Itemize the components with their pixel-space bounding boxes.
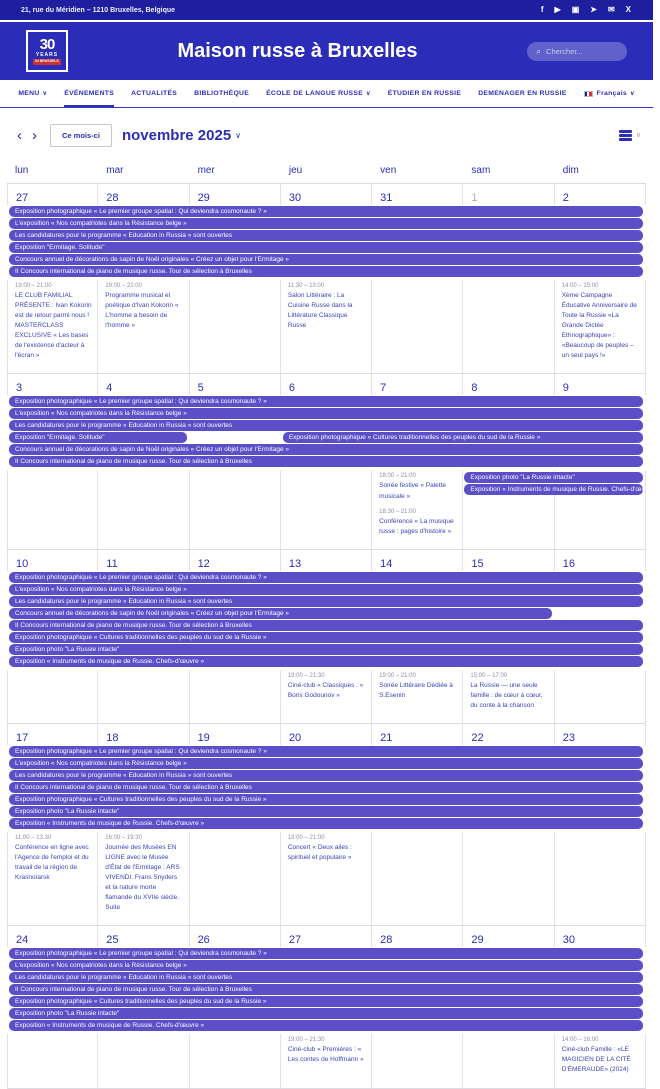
nav-item-label: ÉTUDIER EN RUSSIE [387, 90, 462, 97]
calendar-week [7, 549, 646, 723]
bar-row [7, 782, 646, 794]
calendar-week [7, 183, 646, 373]
day-cell[interactable] [555, 724, 646, 745]
date-number: 23 [562, 731, 575, 744]
weekday-header-ven: ven [380, 165, 397, 176]
date-number: 11 [106, 557, 118, 570]
day-cell[interactable] [98, 724, 189, 745]
event-title: Ciné-club Famille : «LE MAGICIEN DE LA CITÉ D'ÉMERAUDE» (2024) [561, 1046, 631, 1074]
multiday-event-bar[interactable]: Exposition photographique « Le premier groupe spatial : Qui deviendra cosmonaute ? » [9, 948, 643, 959]
multiday-event-bar[interactable]: Concours annuel de décorations de sapin de Noël originales « Créez un objet pour l'Ermitage » [9, 444, 643, 455]
nav-item-label: ACTUALITÉS [131, 90, 178, 97]
date-number: 9 [562, 382, 569, 395]
event-time: 16:00 – 19:30 [105, 834, 142, 841]
day-cell-events [7, 670, 98, 723]
multiday-event-bar[interactable]: Exposition photographique « Cultures traditionnelles des peuples du sud de la Russie » [9, 794, 643, 805]
dates-row [7, 926, 646, 947]
event-title: Conférence en ligne avec l'Agence de l'emploi et du travail de la région de Krasnoïarsk [15, 843, 89, 882]
search-icon: ⌕ [536, 45, 542, 56]
event-time: 14:00 – 16:00 [561, 1037, 599, 1044]
day-cell-events [463, 670, 554, 723]
date-number: 29 [471, 934, 484, 947]
event-time: 19:00 – 21:30 [287, 1037, 325, 1044]
date-number: 21 [380, 731, 393, 744]
event-item[interactable] [288, 673, 366, 701]
date-number: 30 [562, 934, 575, 947]
day-cell[interactable] [555, 374, 646, 395]
bar-row [7, 1020, 646, 1032]
site-header [0, 22, 653, 80]
event-title: Soirée Littéraire Dédiée à S.Esenin [379, 681, 453, 699]
bar-row [7, 596, 646, 608]
date-number: 27 [288, 934, 302, 947]
french-flag-icon [584, 91, 593, 97]
nav-item-label: BIBLIOTHÈQUE [194, 90, 250, 97]
multiday-event-bar[interactable]: Exposition photographique « Le premier groupe spatial : Qui deviendra cosmonaute ? » [9, 572, 643, 583]
bar-row [7, 1008, 646, 1020]
multiday-event-bar[interactable]: Les candidatures pour le programme « Education in Russia » sont ouvertes [9, 972, 643, 983]
event-item[interactable] [288, 283, 366, 331]
date-number: 7 [380, 382, 387, 395]
event-time: 19:00 – 21:00 [379, 672, 416, 679]
view-selector[interactable] [619, 130, 641, 141]
day-cell-events [372, 470, 463, 548]
bar-row [7, 266, 646, 278]
multiday-event-bar[interactable]: Exposition photographique « Le premier groupe spatial : Qui deviendra cosmonaute ? » [9, 746, 643, 757]
bar-row [7, 948, 646, 960]
date-number: 31 [380, 192, 393, 204]
day-cell[interactable] [372, 926, 463, 947]
multiday-bars [7, 205, 646, 280]
bar-row [7, 972, 646, 984]
day-cell-events [98, 670, 189, 723]
social-links [541, 6, 631, 14]
day-cell-events [281, 470, 372, 548]
weekday-header-mar: mar [106, 165, 124, 176]
calendar-toolbar [0, 108, 653, 157]
day-cell[interactable] [190, 184, 281, 205]
day-cell-events [372, 832, 463, 925]
day-cell[interactable] [281, 550, 372, 571]
weekday-header-jeu: jeu [288, 165, 303, 176]
calendar-week [7, 723, 646, 925]
date-number: 30 [288, 192, 302, 204]
search-input[interactable] [546, 47, 616, 56]
multiday-event-bar[interactable]: Exposition "Ermitage. Solitude" [9, 432, 187, 443]
date-number: 2 [562, 192, 569, 204]
month-calendar [0, 165, 660, 1089]
nav-item-demenager-en-russie[interactable] [478, 80, 566, 107]
bar-row [7, 770, 646, 782]
multiday-event-bar[interactable]: Exposition photographique « Le premier groupe spatial : Qui deviendra cosmonaute ? » [9, 206, 643, 217]
day-cell-events [281, 832, 372, 925]
logo-brussels: IN BRUSSELS [35, 59, 59, 64]
day-cell[interactable] [190, 374, 281, 395]
date-number: 14 [380, 557, 393, 570]
x-twitter-icon[interactable]: X [625, 5, 631, 14]
day-cell[interactable] [555, 926, 646, 947]
prev-month-button[interactable]: ‹ [12, 128, 27, 143]
bar-row [7, 758, 646, 770]
event-item[interactable] [379, 509, 457, 537]
date-number: 8 [471, 382, 478, 395]
day-cell-events [555, 1034, 646, 1087]
event-item[interactable] [562, 1037, 640, 1075]
calendar-week [7, 373, 660, 548]
bar-row [7, 632, 646, 644]
day-cell-events [190, 832, 281, 925]
dates-row [7, 724, 646, 745]
day-cell-events [555, 832, 646, 925]
date-number: 28 [380, 934, 393, 947]
day-cell-events [281, 280, 372, 373]
month-chevron-down-icon[interactable]: ∨ [235, 131, 242, 140]
nav-item-bibliotheque[interactable] [194, 80, 249, 107]
multiday-event-bar[interactable]: Les candidatures pour le programme « Education in Russia » sont ouvertes [9, 420, 643, 431]
date-number: 22 [471, 731, 484, 744]
day-cell-events [190, 470, 281, 548]
multiday-event-bar[interactable]: Exposition photo "La Russie intacte" [464, 472, 643, 483]
event-item[interactable] [15, 283, 92, 361]
dates-row [7, 374, 646, 395]
event-title: Xème Campagne Éducative Anniversaire de Toute la Russie «La Grande Dictée Ethnographique» : «Beaucoup de peuples – un seul pays !» [561, 292, 637, 360]
multiday-event-bar[interactable]: Exposition photographique « Le premier groupe spatial : Qui deviendra cosmonaute ? » [9, 396, 643, 407]
multiday-event-bar[interactable]: Les candidatures pour le programme « Education in Russia » sont ouvertes [9, 230, 643, 241]
chevron-down-icon: ∨ [366, 91, 371, 97]
event-item[interactable] [288, 835, 366, 863]
bar-row [7, 644, 646, 656]
day-cell-events [372, 670, 463, 723]
bar-row [7, 408, 646, 420]
multiday-bars [7, 571, 646, 670]
weekday-header-mer: mer [197, 165, 215, 176]
day-cell[interactable] [281, 184, 372, 205]
event-item[interactable] [379, 473, 457, 501]
date-number: 5 [197, 382, 204, 395]
view-chevron-down-icon: ∨ [635, 132, 641, 140]
date-number: 6 [288, 382, 295, 395]
multiday-event-bar[interactable]: Concours annuel de décorations de sapin de Noël originales « Créez un objet pour l'Ermitage » [9, 254, 643, 265]
multiday-event-bar[interactable]: II Concours international de piano de musique russe. Tour de sélection à Bruxelles [9, 984, 643, 995]
day-cell-events [7, 832, 98, 925]
day-cell-events [7, 1034, 98, 1087]
bar-row [7, 746, 646, 758]
dates-row [7, 184, 646, 205]
date-number: 17 [16, 731, 29, 744]
event-time: 19:00 – 21:00 [105, 283, 142, 289]
logo-30: 30 [39, 36, 55, 54]
event-title: Ciné-club « Classiques : « Boris Godounov » [287, 681, 364, 699]
date-number: 16 [562, 557, 575, 570]
event-time: 18:30 – 21:00 [379, 508, 416, 515]
multiday-event-bar[interactable]: Exposition « Instruments de musique de Russie. Chefs-d'œuvre » [464, 484, 643, 495]
day-cell[interactable] [463, 724, 554, 745]
event-item[interactable] [379, 673, 457, 701]
day-cell[interactable] [463, 550, 554, 571]
calendar-weeks [7, 183, 660, 1089]
date-number: 10 [16, 557, 29, 570]
date-number: 18 [106, 731, 119, 744]
day-cell-events [372, 280, 463, 373]
event-title: Salon Littéraire : La Cuisine Russe dans la Littérature Classique Russe [287, 292, 353, 330]
day-cell-events [98, 470, 189, 548]
event-title: Soirée festive « Palette musicale » [379, 482, 446, 500]
multiday-event-bar[interactable]: Exposition "Ermitage. Solitude" [9, 242, 643, 253]
day-cell[interactable] [281, 926, 372, 947]
multiday-event-bar[interactable]: II Concours international de piano de musique russe. Tour de sélection à Bruxelles [9, 456, 643, 467]
nav-item-menu[interactable] [18, 80, 47, 107]
multiday-event-bar[interactable]: Les candidatures pour le programme « Education in Russia » sont ouvertes [9, 770, 643, 781]
multiday-event-bar[interactable]: L'exposition « Nos compatriotes dans la Résistance belge » [9, 408, 643, 419]
weekday-header-lun: lun [15, 165, 29, 176]
nav-item-evenements[interactable] [64, 80, 114, 107]
day-cell-events [98, 1034, 189, 1087]
event-title: LE CLUB FAMILIAL PRÉSENTE : Ivan Kokorin est de retour parmi nous ! MASTERCLASS EXCLUSIVE « Les bases de l'existence d'acteur à l'écran » [15, 292, 92, 360]
multiday-event-bar[interactable]: L'exposition « Nos compatriotes dans la Résistance belge » [9, 584, 643, 595]
bar-row [7, 432, 646, 444]
event-time: 11:30 – 13:00 [287, 283, 325, 289]
email-icon[interactable]: ✉ [607, 5, 615, 14]
day-cell-events [555, 280, 646, 373]
bar-row [7, 656, 646, 668]
event-time: 19:00 – 21:30 [287, 672, 325, 679]
event-time: 14:00 – 15:00 [561, 283, 599, 289]
day-cell[interactable] [555, 184, 646, 205]
facebook-icon[interactable]: f [540, 5, 544, 14]
site-logo[interactable] [26, 30, 68, 72]
multiday-event-bar[interactable]: Exposition photo "La Russie intacte" [9, 644, 643, 655]
bar-row [7, 584, 646, 596]
nav-item-francais[interactable] [584, 80, 635, 107]
date-number: 27 [16, 192, 29, 204]
address-text: 21, rue du Méridien – 1210 Bruxelles, Belgique [21, 6, 176, 14]
multiday-event-bar[interactable]: Les candidatures pour le programme « Education in Russia » sont ouvertes [9, 596, 643, 607]
date-number: 3 [16, 382, 23, 395]
day-cell[interactable] [190, 926, 281, 947]
day-cell-events [98, 280, 189, 373]
multiday-event-bar[interactable]: L'exposition « Nos compatriotes dans la Résistance belge » [9, 758, 643, 769]
date-number: 25 [106, 934, 119, 947]
event-time: 11:00 – 13:30 [15, 834, 52, 841]
telegram-icon[interactable]: ➤ [590, 5, 597, 14]
event-title: Conférence « La musique russe : pages d'histoire » [379, 517, 454, 535]
top-bar [0, 0, 653, 22]
weekday-headers [7, 165, 646, 176]
multiday-event-bar[interactable]: II Concours international de piano de musique russe. Tour de sélection à Bruxelles [9, 266, 643, 277]
multiday-event-bar[interactable]: Exposition photographique « Cultures traditionnelles des peuples du sud de la Russie » [9, 632, 643, 643]
day-cell[interactable] [555, 550, 646, 571]
nav-item-label: DEMENAGER EN RUSSIE [478, 90, 567, 97]
date-number: 15 [471, 557, 484, 570]
date-number: 24 [16, 934, 29, 947]
bar-row [7, 230, 646, 242]
bar-row [7, 620, 646, 632]
day-cell-events [190, 280, 281, 373]
multiday-event-bar[interactable]: L'exposition « Nos compatriotes dans la Résistance belge » [9, 960, 643, 971]
bar-row [7, 996, 646, 1008]
date-number: 13 [288, 557, 302, 570]
bar-row [7, 242, 646, 254]
weekday-header-dim: dim [562, 165, 579, 176]
day-cell-events [281, 670, 372, 723]
events-row [7, 470, 660, 548]
day-cell[interactable] [372, 550, 463, 571]
bar-row [7, 444, 646, 456]
next-month-button[interactable]: › [27, 128, 42, 143]
day-cell[interactable] [98, 550, 189, 571]
day-cell[interactable] [7, 550, 98, 571]
multiday-event-bar[interactable]: Exposition « Instruments de musique de Russie. Chefs-d'œuvre » [9, 1020, 643, 1031]
calendar-week [7, 925, 646, 1087]
day-cell-events [281, 1034, 372, 1087]
bar-row [7, 254, 646, 266]
date-number: 20 [288, 731, 302, 744]
instagram-icon[interactable]: ▣ [571, 5, 580, 14]
month-label[interactable]: novembre 2025 [121, 127, 232, 144]
day-cell-events [98, 832, 189, 925]
event-item[interactable] [470, 673, 548, 711]
nav-item-label: ÉCOLE DE LANGUE RUSSE [266, 90, 364, 97]
day-cell[interactable] [98, 374, 189, 395]
day-cell[interactable] [98, 926, 189, 947]
date-number: 26 [197, 934, 210, 947]
nav-item-etudier-en-russie[interactable] [388, 80, 461, 107]
events-row [7, 670, 646, 723]
multiday-event-bar[interactable]: Exposition photo "La Russie intacte" [9, 806, 643, 817]
event-title: Concert « Deux ailes : spirituel et populaire » [287, 843, 352, 861]
date-number: 19 [197, 731, 210, 744]
multiday-bars [7, 395, 646, 470]
nav-item-label: MENU [18, 90, 40, 97]
event-time: 15:00 – 17:00 [470, 672, 508, 679]
day-cell[interactable] [190, 550, 281, 571]
day-cell-events [463, 1034, 554, 1087]
list-view-icon [619, 130, 632, 141]
multiday-event-bar[interactable]: Exposition photo "La Russie intacte" [9, 1008, 643, 1019]
day-cell[interactable] [281, 374, 372, 395]
day-cell-events [190, 1034, 281, 1087]
date-number: 1 [471, 192, 478, 204]
bar-row [7, 218, 646, 230]
nav-item-label: Français [596, 90, 627, 97]
weekday-header-sam: sam [471, 165, 491, 176]
youtube-icon[interactable]: ▶ [554, 5, 561, 14]
day-cell-events [463, 280, 554, 373]
nav-item-ecole-de-langue-russe[interactable] [266, 80, 371, 107]
bar-row [7, 572, 646, 584]
date-number: 4 [106, 382, 113, 395]
bar-row [7, 794, 646, 806]
date-number: 29 [197, 192, 210, 204]
multiday-event-bar[interactable]: II Concours international de piano de musique russe. Tour de sélection à Bruxelles [9, 620, 643, 631]
day-cell-events [555, 670, 646, 723]
day-cell[interactable] [463, 184, 554, 205]
multiday-bars [7, 745, 646, 832]
bar-row [7, 960, 646, 972]
events-row [7, 832, 646, 925]
day-cell[interactable] [7, 724, 98, 745]
date-number: 12 [197, 557, 210, 570]
day-cell[interactable] [7, 374, 98, 395]
site-title: Maison russe à Bruxelles [177, 39, 418, 62]
event-item[interactable] [105, 835, 183, 913]
event-item[interactable] [562, 283, 640, 361]
event-time: 19:00 – 21:00 [287, 834, 325, 841]
date-number: 28 [106, 192, 119, 204]
search-box[interactable] [527, 42, 627, 61]
day-cell[interactable] [7, 926, 98, 947]
event-time: 18:00 – 21:00 [379, 473, 416, 480]
bar-row [7, 818, 646, 830]
multiday-event-bar[interactable]: Exposition « Instruments de musique de Russie. Chefs-d'œuvre » [9, 818, 643, 829]
day-cell[interactable] [463, 374, 554, 395]
day-cell[interactable] [463, 926, 554, 947]
today-button[interactable]: Ce mois-ci [50, 124, 112, 147]
event-title: La Russie — une seule famille : de cœur à cœur, du conte à la chanson [470, 681, 543, 709]
chevron-down-icon: ∨ [42, 91, 48, 97]
event-item[interactable] [288, 1037, 366, 1065]
nav-item-actualites[interactable] [131, 80, 177, 107]
event-item[interactable] [15, 835, 92, 883]
bar-row [7, 420, 646, 432]
dates-row [7, 550, 646, 571]
multiday-event-bar[interactable]: Exposition photographique « Cultures traditionnelles des peuples du sud de la Russie » [9, 996, 643, 1007]
multiday-event-bar[interactable]: Exposition « Instruments de musique de Russie. Chefs-d'œuvre » [9, 656, 643, 667]
logo-years: YEARS [35, 52, 59, 59]
day-cell[interactable] [372, 374, 463, 395]
bar-row [7, 984, 646, 996]
main-nav [0, 80, 653, 108]
bar-row [7, 206, 646, 218]
day-cell[interactable] [281, 724, 372, 745]
chevron-down-icon: ∨ [629, 91, 635, 97]
multiday-event-bar[interactable]: Exposition photographique « Cultures traditionnelles des peuples du sud de la Russie » [283, 432, 643, 443]
weekend-minibars [463, 472, 660, 496]
events-row [7, 1034, 646, 1087]
multiday-event-bar[interactable]: Concours annuel de décorations de sapin de Noël originales « Créez un objet pour l'Ermitage » [9, 608, 552, 619]
event-time: 19:00 – 21:00 [15, 283, 52, 289]
multiday-bars [7, 947, 646, 1034]
day-cell-events [463, 832, 554, 925]
events-row [7, 280, 646, 373]
day-cell-events [372, 1034, 463, 1087]
event-title: Journée des Musées EN LIGNE avec le Musée d'État de l'Ermitage : ARS VIVENDI. Frans Snyders et la nature morte flamande du XVIIe siècle. Suite [105, 843, 180, 912]
event-title: Ciné-club « Premières : « Les contes de Hoffmann » [287, 1046, 364, 1064]
event-item[interactable] [105, 283, 183, 331]
bar-row [7, 806, 646, 818]
day-cell[interactable] [98, 184, 189, 205]
nav-item-label: ÉVÉNEMENTS [64, 90, 115, 97]
event-title: Programme musical et poétique d'Ivan Kokorin « L'homme a besoin de l'homme » [105, 292, 179, 330]
bar-row [7, 608, 646, 620]
day-cell-events [7, 280, 98, 373]
multiday-event-bar[interactable]: II Concours international de piano de musique russe. Tour de sélection à Bruxelles [9, 782, 643, 793]
day-cell[interactable] [372, 184, 463, 205]
day-cell-events [7, 470, 98, 548]
day-cell[interactable] [190, 724, 281, 745]
day-cell-events [190, 670, 281, 723]
day-cell[interactable] [7, 184, 98, 205]
bar-row [7, 396, 646, 408]
bar-row [7, 456, 646, 468]
day-cell[interactable] [372, 724, 463, 745]
multiday-event-bar[interactable]: L'exposition « Nos compatriotes dans la Résistance belge » [9, 218, 643, 229]
